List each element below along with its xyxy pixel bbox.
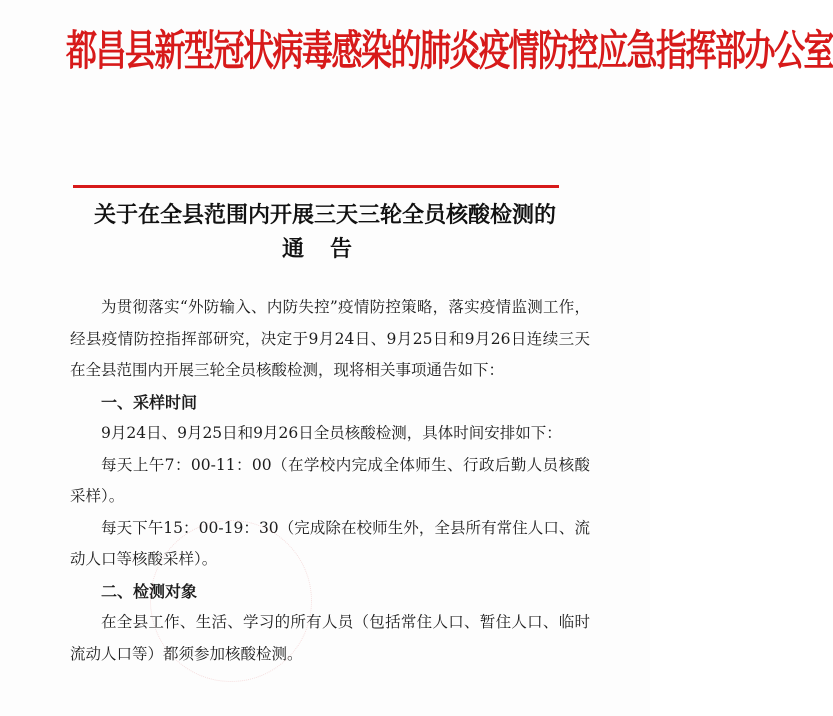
faint-seal-mark [150,520,312,682]
morning-schedule: 每天上午7：00-11：00（在学校内完成全体师生、行政后勤人员核酸采样）。 [70,455,590,505]
red-divider-line [73,185,559,188]
section2-paragraph: 在全县工作、生活、学习的所有人员（包括常住人口、暂住人口、临时流动人口等）都须参加核酸检测。 [70,613,590,663]
section1-heading: 一、采样时间 [101,392,198,412]
org-header-title: 都昌县新型冠状病毒感染的肺炎疫情防控应急指挥部办公室 [66,27,833,76]
section2-heading: 二、检测对象 [101,581,198,601]
intro-paragraph: 为贯彻落实“外防输入、内防失控”疫情防控策略，落实疫情监测工作，经县疫情防控指挥部研究，决定于9月24日、9月25日和9月26日连续三天在全县范围内开展三轮全员核酸检测，现将相关事项通告如下： [70,298,590,379]
document-title-line2: 通告 [281,236,378,262]
document-body [70,292,590,670]
document-title-line1: 关于在全县范围内开展三天三轮全员核酸检测的 [93,202,556,228]
afternoon-schedule: 每天下午15：00-19：30（完成除在校师生外，全县所有常住人口、流动人口等核酸采样）。 [70,518,590,568]
section1-paragraph: 9月24日、9月25日和9月26日全员核酸检测，具体时间安排如下： [101,424,562,442]
